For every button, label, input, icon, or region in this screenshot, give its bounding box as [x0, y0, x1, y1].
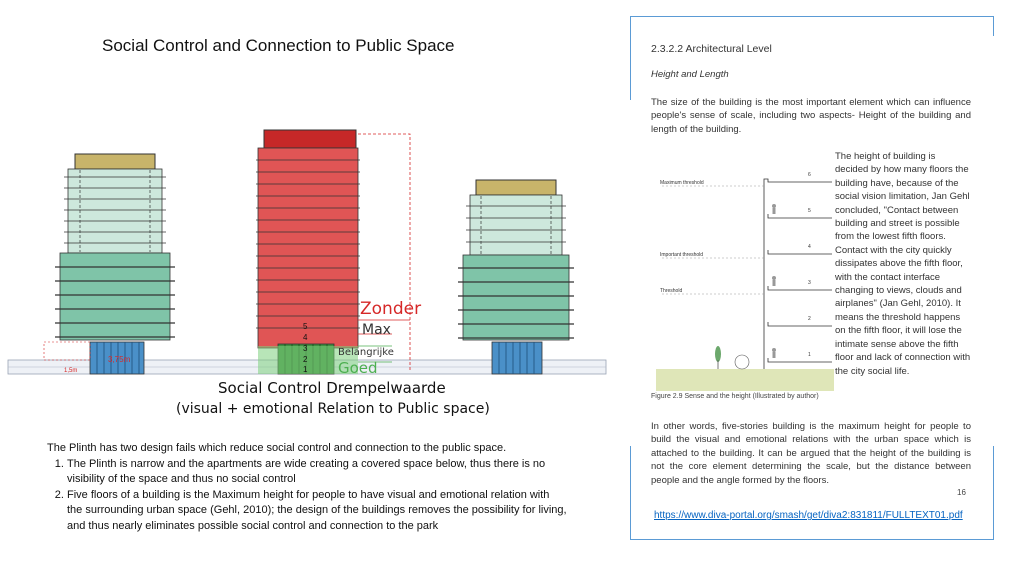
annotation-height: 3,75m	[108, 355, 131, 364]
person-icon	[772, 204, 776, 358]
floor-numbers	[303, 322, 308, 374]
figure-label-threshold: Threshold	[660, 288, 683, 294]
figure-label-important: Important threshold	[660, 252, 704, 258]
annotation-ground: 1,5m	[64, 368, 78, 374]
source-link[interactable]: https://www.diva-portal.org/smash/get/diva2:831811/FULLTEXT01.pdf	[654, 510, 963, 521]
excerpt-heading: 2.3.2.2 Architectural Level	[651, 43, 772, 55]
caption-intro: The Plinth has two design fails which reduce social control and connection to the public space.	[47, 442, 507, 454]
figure-floor: 3	[808, 280, 811, 286]
figure-floor: 2	[808, 316, 811, 322]
figure-floor: 4	[808, 244, 811, 250]
tree-icon	[715, 346, 749, 369]
figure-label-maximum: Maximum threshold	[660, 180, 704, 186]
caption-block	[47, 441, 567, 534]
figure-floor: 1	[808, 352, 811, 358]
annotation-main-line2: (visual + emotional Relation to Public space)	[176, 401, 490, 417]
floor-number: 3	[303, 344, 308, 353]
floor-number: 4	[303, 333, 308, 342]
page-number: 16	[957, 488, 966, 497]
annotation-belangrijke: Belangrijke	[338, 347, 394, 358]
excerpt-paragraph: In other words, five-stories building is the maximum height for people to build the visual and emotional relations with the urban space which is attached to the building. It can be argued that the height of the building is not the core element determining the scale, but the distance between people and the angle formed by the floors.	[651, 421, 971, 486]
caption-list	[47, 457, 567, 535]
figure-floor: 6	[808, 172, 811, 178]
figure-caption: Figure 2.9 Sense and the height (Illustrated by author)	[651, 393, 819, 400]
thesis-excerpt	[630, 16, 994, 540]
left-tower	[44, 154, 175, 374]
figure-floor: 5	[808, 208, 811, 214]
right-tower	[458, 180, 574, 374]
caption-item: 2. Five floors of a building is the Maximum height for people to have visual and emotional relation with the surrounding urban space (Gehl, 2010); the design of the buildings removes the possibility for living, and thus nearly eliminates possible social control and connection to the park	[67, 488, 567, 535]
excerpt-side-text: The height of building is decided by how many floors the building have, because of the social vision limitation, Jan Gehl concluded, "Contact between building and street is possible from the lowest fifth floors. Contact with the city quickly dissipates above the fifth floor, with the contact interface changing to views, clouds and airplanes" (Jan Gehl, 2010). It means the threshold happens on the fifth floor, it will lose the intimate sense above the fifth floor and lack of connection with the city social life.	[835, 151, 971, 377]
annotation-zonder: Zonder	[360, 299, 422, 319]
floor-number: 1	[303, 365, 308, 374]
caption-item: 1. The Plinth is narrow and the apartments are wide creating a covered space below, thus there is no visibility of the space and thus no social control	[67, 457, 567, 488]
annotation-main-line1: Social Control Drempelwaarde	[218, 379, 446, 397]
slide-title: Social Control and Connection to Public Space	[102, 36, 455, 55]
excerpt-subheading: Height and Length	[651, 69, 729, 80]
annotation-max: Max	[362, 322, 391, 338]
floor-number: 5	[303, 322, 308, 331]
height-figure	[656, 154, 834, 394]
excerpt-paragraph: The size of the building is the most important element which can influence people's sense of scale, including two aspects- Height of the building and length of the building.	[651, 97, 971, 135]
floor-number: 2	[303, 355, 308, 364]
building-sketch	[0, 120, 615, 430]
annotation-goed: Goed	[338, 359, 378, 377]
